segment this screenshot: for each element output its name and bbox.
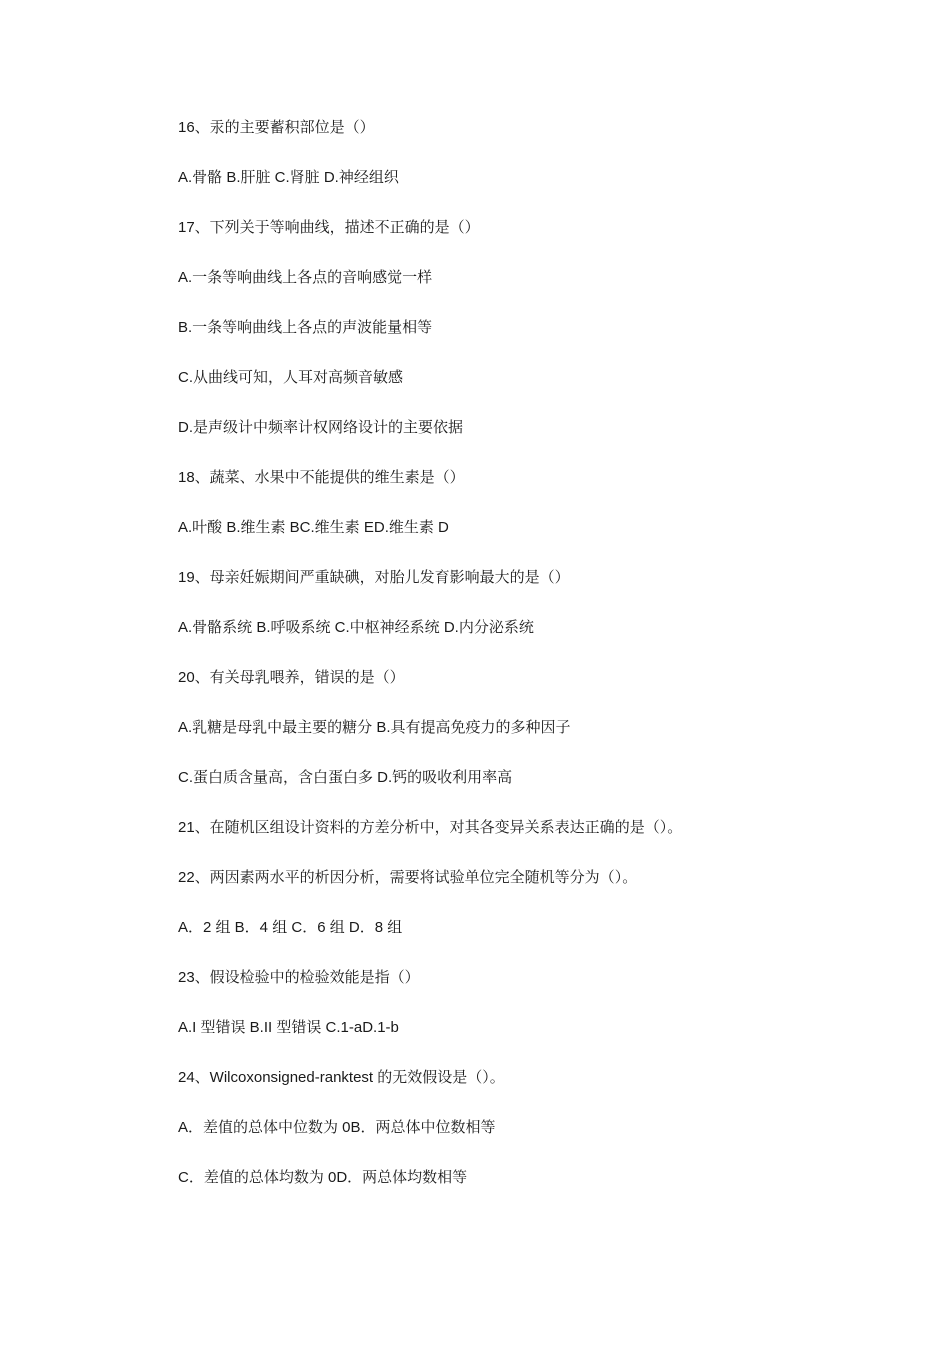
question-22-options: A．2 组 B．4 组 C．6 组 D．8 组	[178, 919, 403, 936]
question-20: 20、有关母乳喂养，错误的是（）	[178, 669, 405, 686]
question-16-options: A.骨骼 B.肝脏 C.肾脏 D.神经组织	[178, 169, 399, 186]
question-18-options: A.叶酸 B.维生素 BC.维生素 ED.维生素 D	[178, 519, 449, 536]
question-23-options: A.I 型错误 B.II 型错误 C.1-aD.1-b	[178, 1019, 399, 1036]
question-17-option-a: A.一条等响曲线上各点的音响感觉一样	[178, 269, 433, 286]
question-16: 16、汞的主要蓄积部位是（）	[178, 119, 375, 136]
question-19: 19、母亲妊娠期间严重缺碘，对胎儿发育影响最大的是（）	[178, 569, 570, 586]
question-24-options-ab: A．差值的总体中位数为 0B．两总体中位数相等	[178, 1119, 496, 1136]
question-21: 21、在随机区组设计资料的方差分析中，对其各变异关系表达正确的是（）。	[178, 819, 683, 836]
question-17-option-b: B.一条等响曲线上各点的声波能量相等	[178, 319, 433, 336]
question-24-options-cd: C．差值的总体均数为 0D．两总体均数相等	[178, 1169, 468, 1186]
question-17-option-d: D.是声级计中频率计权网络设计的主要依据	[178, 419, 464, 436]
question-20-options-ab: A.乳糖是母乳中最主要的糖分 B.具有提高免疫力的多种因子	[178, 719, 571, 736]
question-22: 22、两因素两水平的析因分析，需要将试验单位完全随机等分为（）。	[178, 869, 638, 886]
question-20-options-cd: C.蛋白质含量高，含白蛋白多 D.钙的吸收利用率高	[178, 769, 513, 786]
question-24: 24、Wilcoxonsigned-ranktest 的无效假设是（）。	[178, 1069, 505, 1086]
question-18: 18、蔬菜、水果中不能提供的维生素是（）	[178, 469, 465, 486]
question-17: 17、下列关于等响曲线，描述不正确的是（）	[178, 219, 480, 236]
question-19-options: A.骨骼系统 B.呼吸系统 C.中枢神经系统 D.内分泌系统	[178, 619, 534, 636]
question-17-option-c: C.从曲线可知，人耳对高频音敏感	[178, 369, 404, 386]
question-23: 23、假设检验中的检验效能是指（）	[178, 969, 420, 986]
